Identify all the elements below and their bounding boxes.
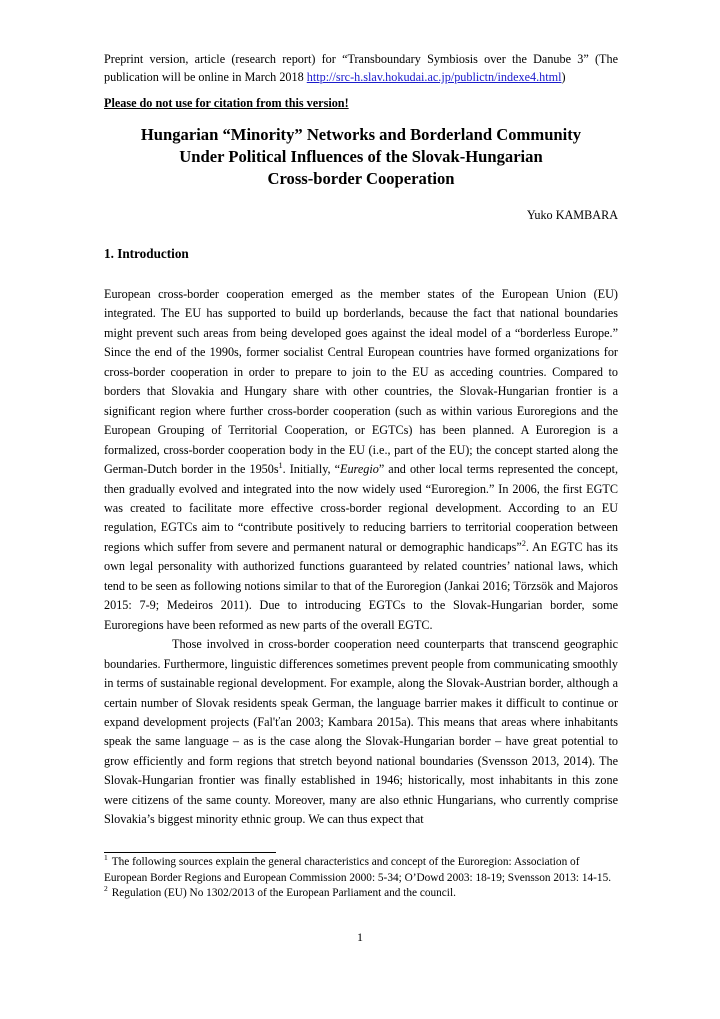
footnote-2: $^2$ Regulation (EU) No 1302/2013 of the European Parliament and the council. <box>104 884 456 900</box>
body-text <box>104 285 618 830</box>
page-number: 1 <box>357 930 363 944</box>
preprint-header <box>104 50 618 86</box>
euregio-term: Euregio <box>340 462 379 477</box>
header-text: Preprint version, article (research report) for “Transboundary Symbiosis over the Danube 3” (The publication will be online in March 2018 <box>104 52 618 84</box>
footnote-ref-2[interactable]: 2 <box>521 538 526 548</box>
header-close: ) <box>561 70 566 84</box>
section-heading: 1. Introduction <box>104 246 189 261</box>
footnote-1: $^1$ The following sources explain the general characteristics and concept of the Euroregion: Association of European Border Regions and European Commission 2000: 5-34; O’Dowd 2003: 18-19; Svensson 2013: 14-15. <box>104 853 612 884</box>
paragraph-2: Those involved in cross-border cooperation need counterparts that transcend geographic boundaries. Furthermore, linguistic differences sometimes prevent people from communicating smoothly in terms of sustainable regional development. For example, along the Slovak-Austrian border, although a certain number of Slovak residents speak German, the language barrier makes it difficult to continue or expand development projects (Fal'ťan 2003; Kambara 2015a). This means that areas where inhabitants speak the same language – as is the case along the Slovak-Hungarian border – have great potential to grow efficiently and form regions that stretch beyond national boundaries (Svensson 2013, 2014). The Slovak-Hungarian frontier was finally established in 1946; historically, most inhabitants in this zone were citizens of the same county. Moreover, many are also ethnic Hungarians, who currently comprise Slovakia’s biggest minority ethnic group. We can thus expect that <box>104 637 618 827</box>
citation-warning: Please do not use for citation from this version! <box>104 96 349 110</box>
publication-link[interactable]: http://src-h.slav.hokudai.ac.jp/publictn/indexe4.html <box>306 70 562 84</box>
title-line-1: Hungarian “Minority” Networks and Borderland Community <box>140 125 582 144</box>
footnote-divider <box>104 852 276 853</box>
footnote-ref-1[interactable]: 1 <box>278 461 283 471</box>
paragraph-1: European cross-border cooperation emerged as the member states of the European Union (EU) integrated. The EU has supported to build up borderlands, because the fact that national boundaries might prevent such areas from being developed goes against the ideal model of a “borderless Europe.” Since the end of the 1990s, former socialist Central European countries have formed organizations for cross-border cooperation in order to prepare to join to the EU as acceding countries. Compared to borders that Slovakia and Hungary share with other countries, the Slovak-Hungarian frontier is a significant region where further cross-border cooperation (such as within various Euroregions and the European Grouping of Territorial Cooperation, or EGTCs) has been planned. A Euroregion is a formalized, cross-border cooperation body in the EU (i.e., part of the EU); the concept started along the German-Dutch border in the $1950s^1$. Initially, “Euregio” and other local terms represented the concept, then gradually evolved and integrated into the now widely used “Euroregion.” In 2006, the first EGTC was created to facilitate more effective cross-border regional development. According to an EU regulation, EGTCs aim to “contribute positively to reducing barriers to territorial cooperation between regions which suffer from severe and permanent natural or demographic handicaps”$^2$. An EGTC has its own legal personality with authorized functions guaranteed by related countries’ national laws, which tend to be seen as following notions similar to that of the Euroregion (Jankai 2016; Törzsök and Majoros 2015: 7-9; Medeiros 2011). Due to introducing EGTCs to the Slovak-Hungarian border, some Euroregions have been reformed as new parts of the overall EGTC. <box>104 287 619 632</box>
author-name: Yuko KAMBARA <box>526 208 618 222</box>
title-line-3: Cross-border Cooperation <box>267 169 455 188</box>
paper-title <box>104 124 618 190</box>
title-line-2: Under Political Influences of the Slovak-Hungarian <box>179 147 543 166</box>
footnotes <box>104 855 618 902</box>
